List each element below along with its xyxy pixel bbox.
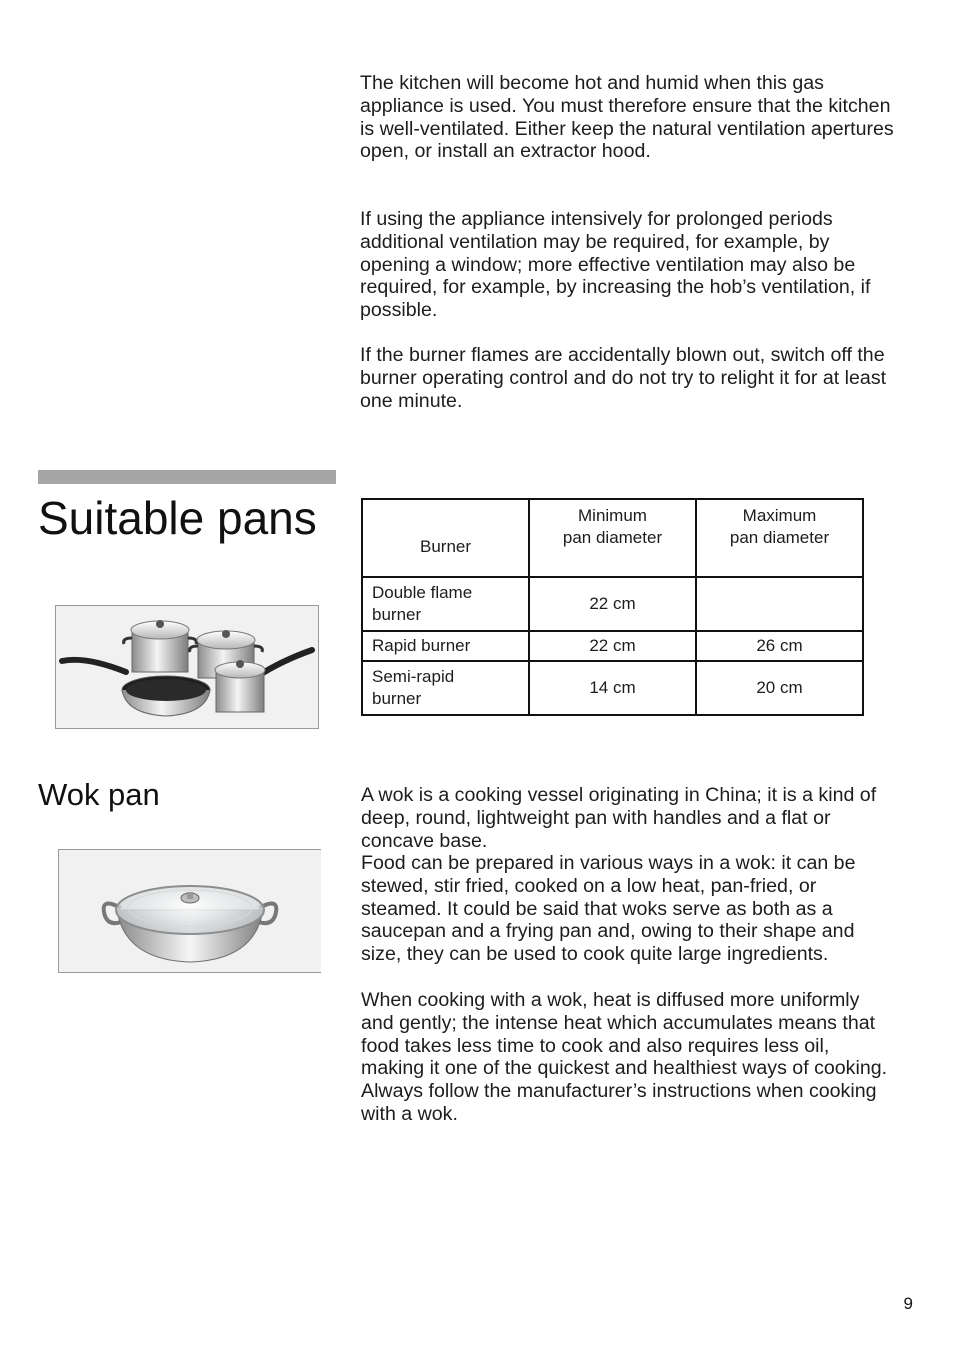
table-row — [362, 631, 863, 661]
max-diameter-column-header: Maximum pan diameter — [696, 499, 863, 577]
flame-out-paragraph: If the burner flames are accidentally blown out, switch off the burner operating control and do not try to relight it for at least one minute. — [360, 344, 887, 412]
max-diameter-cell: 20 cm — [696, 661, 863, 715]
max-diameter-cell — [696, 577, 863, 631]
page-number: 9 — [903, 1294, 913, 1313]
table-row — [362, 661, 863, 715]
wok-heat-paragraph: When cooking with a wok, heat is diffused more uniformly and gently; the intense heat which accumulates means that food takes less time to cook and also requires less oil, making it one of the quickest and healthiest ways of cooking. Always follow the manufacturer’s instructions when cooking with a wok. — [361, 989, 888, 1125]
table-row — [362, 577, 863, 631]
burner-cell: Rapid burner — [362, 631, 529, 661]
min-diameter-cell: 22 cm — [529, 577, 696, 631]
min-diameter-cell: 22 cm — [529, 631, 696, 661]
intensive-use-paragraph: If using the appliance intensively for prolonged periods additional ventilation may be required, for example, by opening a window; more effective ventilation may also be required, for example, by increasing the hob’s ventilation, if possible. — [360, 208, 871, 322]
wok-definition-paragraph: A wok is a cooking vessel originating in China; it is a kind of deep, round, lightweight pan with handles and a flat or concave base. — [361, 784, 877, 852]
burner-cell: Semi-rapid burner — [362, 661, 529, 715]
section-divider-bar — [38, 470, 336, 484]
min-diameter-cell: 14 cm — [529, 661, 696, 715]
wok-cooking-methods-paragraph: Food can be prepared in various ways in a wok: it can be stewed, stir fried, cooked on a low heat, pan-fried, or steamed. It could be said that woks serve as both as a saucepan and a frying pan and, owing to their shape and size, they can be used to cook quite large ingredients. — [361, 852, 856, 966]
section-title: Suitable pans — [38, 492, 317, 544]
burner-cell: Double flame burner — [362, 577, 529, 631]
wok-illustration — [58, 849, 321, 973]
suitable-pans-table — [361, 498, 864, 716]
max-diameter-cell: 26 cm — [696, 631, 863, 661]
wok-pan-title: Wok pan — [38, 777, 160, 812]
table-header-row — [362, 499, 863, 577]
ventilation-paragraph: The kitchen will become hot and humid when this gas appliance is used. You must therefore ensure that the kitchen is well-ventilated. Either keep the natural ventilation apertures open, or install an extractor hood. — [360, 72, 894, 163]
burner-column-header: Burner — [362, 499, 529, 577]
pans-illustration — [55, 605, 319, 729]
min-diameter-column-header: Minimum pan diameter — [529, 499, 696, 577]
